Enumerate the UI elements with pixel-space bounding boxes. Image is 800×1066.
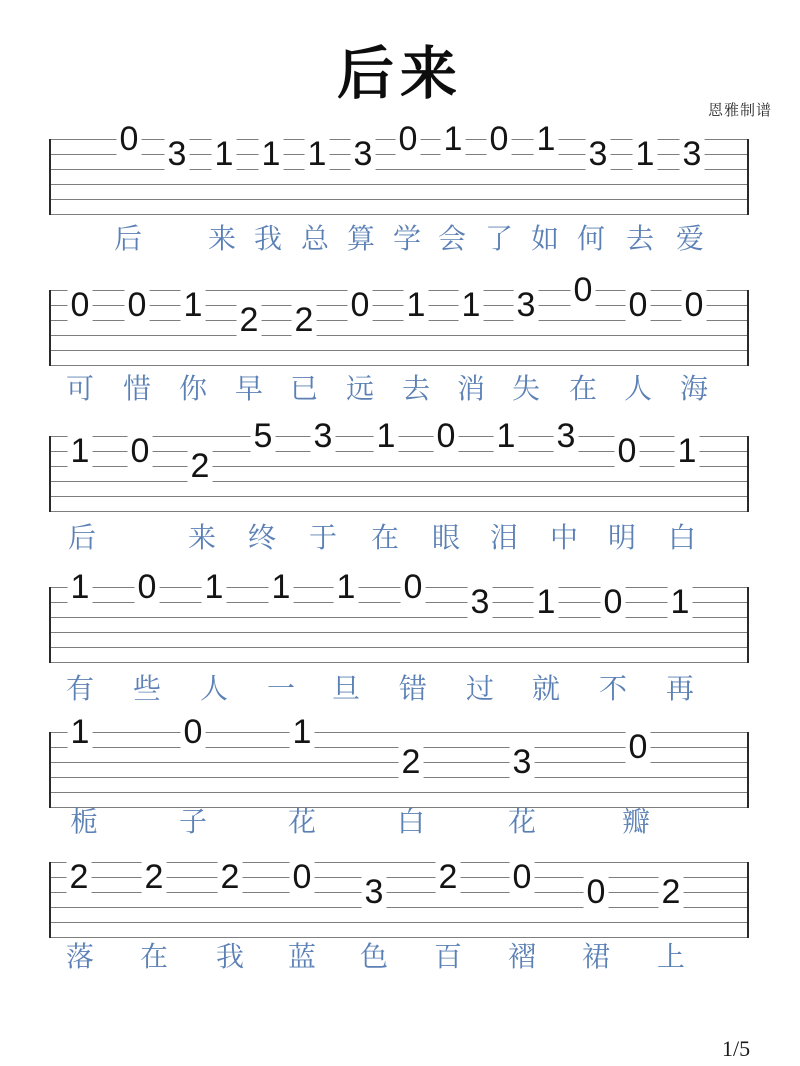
staff-line (50, 496, 748, 497)
lyric-char: 消 (456, 373, 486, 404)
lyric-char: 海 (679, 373, 709, 404)
right-barline (747, 139, 749, 215)
fret-number: 1 (68, 715, 93, 749)
lyric-char: 来 (207, 223, 237, 254)
fret-number: 3 (554, 419, 579, 453)
lyric-char: 花 (507, 806, 537, 837)
song-title: 后来 (337, 43, 463, 106)
lyric-char: 褶 (507, 941, 537, 972)
lyric-char: 去 (625, 223, 655, 254)
left-barline (49, 862, 51, 938)
lyric-char: 了 (484, 223, 514, 254)
tab-staff (50, 858, 748, 938)
staff-line (50, 214, 748, 215)
lyric-char: 终 (247, 522, 277, 553)
staff-line (50, 466, 748, 467)
lyric-char: 瓣 (621, 806, 651, 837)
lyric-char: 来 (187, 522, 217, 553)
lyric-char: 人 (623, 373, 653, 404)
staff-line (50, 662, 748, 663)
lyric-char: 会 (437, 223, 467, 254)
staff-line (50, 617, 748, 618)
fret-number: 0 (401, 570, 426, 604)
fret-number: 0 (117, 122, 142, 156)
lyric-char: 再 (665, 673, 695, 704)
lyric-char: 惜 (122, 373, 152, 404)
right-barline (747, 732, 749, 808)
fret-number: 0 (601, 585, 626, 619)
staff-line (50, 792, 748, 793)
lyric-char: 色 (359, 941, 389, 972)
right-barline (747, 587, 749, 663)
fret-number: 1 (68, 570, 93, 604)
lyric-char: 落 (65, 941, 95, 972)
staff-line (50, 184, 748, 185)
lyric-char: 何 (576, 223, 606, 254)
fret-number: 0 (487, 122, 512, 156)
page-indicator: 1/5 (722, 1036, 751, 1061)
tab-staff (50, 568, 748, 663)
fret-number: 0 (571, 273, 596, 307)
left-barline (49, 290, 51, 366)
fret-number: 1 (212, 137, 237, 171)
fret-number: 0 (135, 570, 160, 604)
lyric-char: 一 (266, 673, 296, 704)
lyric-char: 可 (65, 373, 95, 404)
fret-number: 1 (633, 137, 658, 171)
lyric-char: 学 (392, 223, 422, 254)
lyric-char: 在 (370, 522, 400, 553)
fret-number: 0 (584, 875, 609, 909)
right-barline (747, 436, 749, 512)
staff-line (50, 907, 748, 908)
staff-line (50, 511, 748, 512)
lyric-char: 在 (139, 941, 169, 972)
left-barline (49, 436, 51, 512)
tab-staff (50, 713, 748, 808)
fret-number: 1 (534, 585, 559, 619)
fret-number: 2 (292, 303, 317, 337)
fret-number: 1 (374, 419, 399, 453)
staff-line (50, 922, 748, 923)
lyric-char: 于 (308, 522, 338, 553)
staff-line (50, 365, 748, 366)
staff-line (50, 632, 748, 633)
fret-number: 1 (305, 137, 330, 171)
left-barline (49, 587, 51, 663)
fret-number: 3 (362, 875, 387, 909)
lyric-char: 人 (199, 673, 229, 704)
fret-number: 3 (586, 137, 611, 171)
lyric-char: 已 (289, 373, 319, 404)
fret-number: 0 (125, 288, 150, 322)
lyric-char: 泪 (489, 522, 519, 553)
lyric-char: 明 (607, 522, 637, 553)
lyric-char: 眼 (431, 522, 461, 553)
staff-line (50, 335, 748, 336)
fret-number: 0 (181, 715, 206, 749)
right-barline (747, 862, 749, 938)
staff-line (50, 350, 748, 351)
fret-number: 1 (668, 585, 693, 619)
fret-number: 0 (348, 288, 373, 322)
lyric-char: 中 (549, 522, 579, 553)
fret-number: 0 (290, 860, 315, 894)
fret-number: 0 (626, 288, 651, 322)
lyric-char: 花 (287, 806, 317, 837)
lyric-char: 爱 (675, 223, 705, 254)
fret-number: 2 (188, 449, 213, 483)
lyric-char: 子 (178, 806, 208, 837)
fret-number: 2 (237, 303, 262, 337)
lyric-char: 如 (530, 223, 560, 254)
fret-number: 3 (165, 137, 190, 171)
tab-staff (50, 271, 748, 366)
fret-number: 1 (202, 570, 227, 604)
lyric-char: 总 (300, 223, 330, 254)
lyric-char: 早 (234, 373, 264, 404)
fret-number: 1 (459, 288, 484, 322)
lyric-char: 蓝 (287, 941, 317, 972)
lyric-char: 远 (345, 373, 375, 404)
fret-number: 1 (404, 288, 429, 322)
staff-line (50, 647, 748, 648)
left-barline (49, 139, 51, 215)
fret-number: 0 (434, 419, 459, 453)
lyric-char: 后 (113, 223, 143, 254)
lyric-char: 裙 (581, 941, 611, 972)
fret-number: 3 (680, 137, 705, 171)
staff-line (50, 481, 748, 482)
fret-number: 3 (514, 288, 539, 322)
fret-number: 1 (334, 570, 359, 604)
fret-number: 2 (436, 860, 461, 894)
fret-number: 1 (259, 137, 284, 171)
lyric-char: 就 (531, 673, 561, 704)
lyric-char: 在 (568, 373, 598, 404)
fret-number: 1 (534, 122, 559, 156)
lyric-char: 我 (253, 223, 283, 254)
lyric-char: 白 (396, 806, 426, 837)
fret-number: 2 (218, 860, 243, 894)
lyric-char: 些 (132, 673, 162, 704)
lyric-char: 你 (178, 373, 208, 404)
fret-number: 2 (399, 745, 424, 779)
lyric-char: 算 (346, 223, 376, 254)
lyric-char: 后 (67, 522, 97, 553)
fret-number: 2 (142, 860, 167, 894)
staff-line (50, 199, 748, 200)
lyric-char: 白 (667, 522, 697, 553)
fret-number: 1 (494, 419, 519, 453)
lyric-char: 错 (398, 673, 428, 704)
fret-number: 1 (290, 715, 315, 749)
fret-number: 0 (615, 434, 640, 468)
fret-number: 0 (626, 730, 651, 764)
fret-number: 1 (675, 434, 700, 468)
fret-number: 0 (128, 434, 153, 468)
fret-number: 0 (682, 288, 707, 322)
lyric-char: 有 (65, 673, 95, 704)
fret-number: 3 (510, 745, 535, 779)
fret-number: 1 (441, 122, 466, 156)
fret-number: 2 (659, 875, 684, 909)
fret-number: 5 (251, 419, 276, 453)
fret-number: 1 (269, 570, 294, 604)
staff-line (50, 937, 748, 938)
fret-number: 3 (468, 585, 493, 619)
lyric-char: 失 (511, 373, 541, 404)
fret-number: 3 (311, 419, 336, 453)
fret-number: 0 (510, 860, 535, 894)
left-barline (49, 732, 51, 808)
lyric-char: 我 (215, 941, 245, 972)
lyric-char: 上 (656, 941, 686, 972)
lyric-char: 去 (401, 373, 431, 404)
fret-number: 0 (396, 122, 421, 156)
lyric-char: 过 (465, 673, 495, 704)
tab-staff (50, 120, 748, 215)
staff-line (50, 451, 748, 452)
credit-text: 恩雅制谱 (707, 103, 772, 119)
lyric-char: 百 (433, 941, 463, 972)
fret-number: 3 (351, 137, 376, 171)
staff-line (50, 436, 748, 437)
tab-staff (50, 417, 748, 512)
lyric-char: 栀 (69, 806, 99, 837)
fret-number: 1 (181, 288, 206, 322)
fret-number: 0 (68, 288, 93, 322)
right-barline (747, 290, 749, 366)
fret-number: 1 (68, 434, 93, 468)
lyric-char: 不 (598, 673, 628, 704)
lyric-char: 旦 (331, 673, 361, 704)
fret-number: 2 (67, 860, 92, 894)
